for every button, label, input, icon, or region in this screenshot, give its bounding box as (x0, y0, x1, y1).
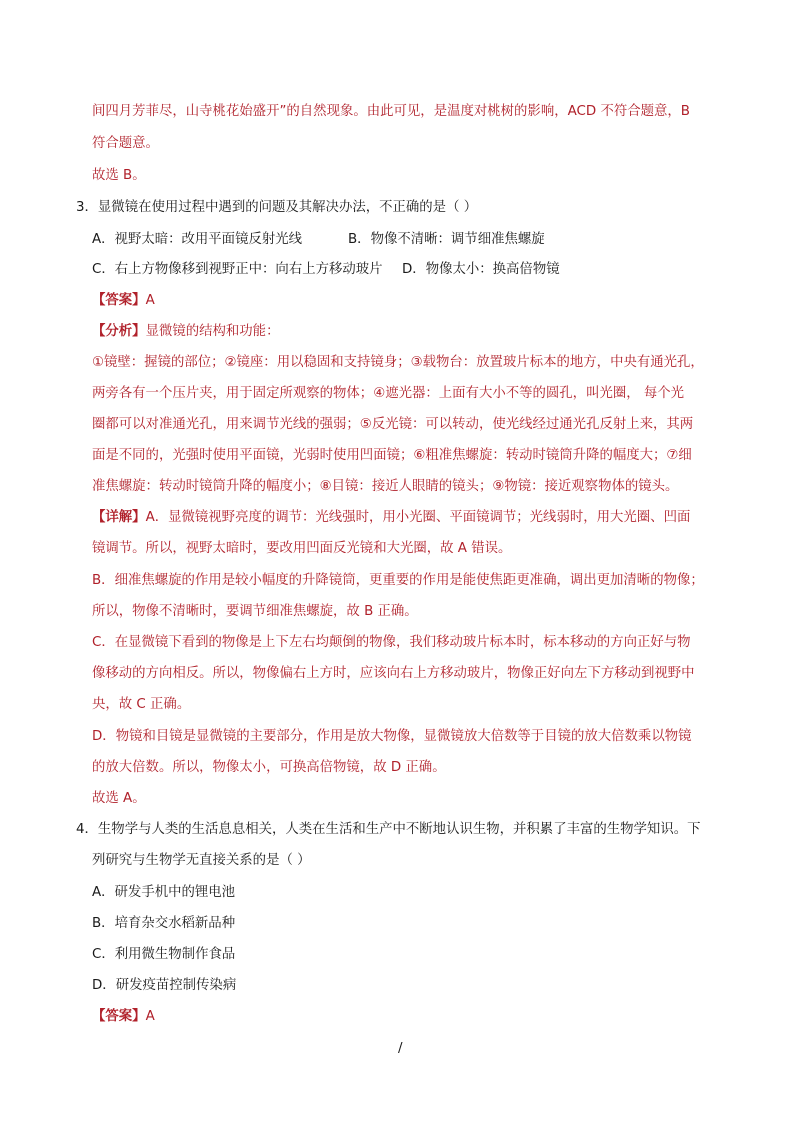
q3-detail-line-3: B．细准焦螺旋的作用是较小幅度的升降镜筒，更重要的作用是能使焦距更准确，调出更加清晰的物像； (92, 573, 704, 588)
q3-detail-line-4: 所以，物像不清晰时，要调节细准焦螺旋，故 B 正确。 (92, 604, 418, 619)
q3-stem: 3．显微镜在使用过程中遇到的问题及其解决办法，不正确的是（ ） (76, 200, 478, 215)
q3-detail-line-2: 镜调节。所以，视野太暗时，要改用凹面反光镜和大光圈，故 A 错误。 (92, 541, 512, 556)
q2-analysis-line-1: 间四月芳菲尽，山寺桃花始盛开”的自然现象。由此可见，是温度对桃树的影响，ACD 不符合题意，B (92, 104, 690, 119)
q3-option-c: C．右上方物像移到视野正中：向右上方移动玻片 (92, 262, 383, 277)
q4-option-b: B．培育杂交水稻新品种 (92, 916, 236, 931)
q4-stem-line-2: 列研究与生物学无直接关系的是（ ） (92, 853, 311, 868)
q3-analysis-line-3: 圈都可以对准通光孔，用来调节光线的强弱；⑤反光镜：可以转动，使光线经过通光孔反射上来，其两 (92, 417, 694, 432)
q3-detail-tag: 【详解】 (92, 510, 146, 525)
q3-answer-value: A (145, 293, 155, 308)
q3-detail-line-1: A．显微镜视野亮度的调节：光线强时，用小光圈、平面镜调节；光线弱时，用大光圈、凹面 (145, 510, 691, 525)
page-mark: / (398, 1041, 403, 1056)
q3-analysis-line-5: 准焦螺旋：转动时镜筒升降的幅度小；⑧目镜：接近人眼睛的镜头；⑨物镜：接近观察物体的镜头。 (92, 479, 679, 494)
q3-analysis-line-1: ①镜壁：握镜的部位；②镜座：用以稳固和支持镜身；③载物台：放置玻片标本的地方，中央有通光孔， (92, 355, 704, 370)
q4-stem-line-1: 4．生物学与人类的生活息息相关，人类在生活和生产中不断地认识生物，并积累了丰富的生物学知识。下 (76, 822, 701, 837)
q4-option-a: A．研发手机中的锂电池 (92, 885, 236, 900)
q3-option-d: D．物像太小：换高倍物镜 (402, 262, 560, 277)
q3-detail-line-8: D．物镜和目镜是显微镜的主要部分，作用是放大物像，显微镜放大倍数等于目镜的放大倍数乘以物镜 (92, 729, 692, 744)
q4-option-d: D．研发疫苗控制传染病 (92, 978, 237, 993)
q3-detail-line-5: C．在显微镜下看到的物像是上下左右均颠倒的物像，我们移动玻片标本时，标本移动的方向正好与物 (92, 635, 691, 650)
q3-analysis-heading (92, 323, 279, 341)
q4-option-c: C．利用微生物制作食品 (92, 947, 236, 962)
q3-answer (92, 292, 155, 310)
q3-analysis-line-4: 面是不同的，光强时使用平面镜，光弱时使用凹面镜；⑥粗准焦螺旋：转动时镜筒升降的幅度大；⑦细 (92, 448, 692, 463)
q4-answer-tag: 【答案】 (92, 1009, 146, 1024)
q2-conclusion: 故选 B。 (92, 168, 146, 183)
q3-detail-line-6: 像移动的方向相反。所以，物像偏右上方时，应该向右上方移动玻片，物像正好向左下方移动到视野中 (92, 666, 695, 681)
q2-analysis-line-2: 符合题意。 (92, 136, 159, 151)
q3-analysis-line-2: 两旁各有一个压片夹，用于固定所观察的物体；④遮光器：上面有大小不等的圆孔，叫光圈， 每个光 (92, 386, 685, 401)
q3-answer-tag: 【答案】 (92, 293, 146, 308)
q3-detail-line-9: 的放大倍数。所以，物像太小，可换高倍物镜，故 D 正确。 (92, 760, 446, 775)
q3-analysis-tag: 【分析】 (92, 324, 146, 339)
q3-conclusion: 故选 A。 (92, 791, 146, 806)
q4-answer (92, 1008, 155, 1026)
q3-analysis-title: 显微镜的结构和功能： (145, 324, 280, 339)
q3-detail-heading (92, 509, 690, 527)
q3-option-b: B．物像不清晰：调节细准焦螺旋 (348, 232, 545, 247)
q3-option-a: A．视野太暗：改用平面镜反射光线 (92, 232, 303, 247)
q4-answer-value: A (145, 1009, 155, 1024)
q3-detail-line-7: 央，故 C 正确。 (92, 697, 191, 712)
